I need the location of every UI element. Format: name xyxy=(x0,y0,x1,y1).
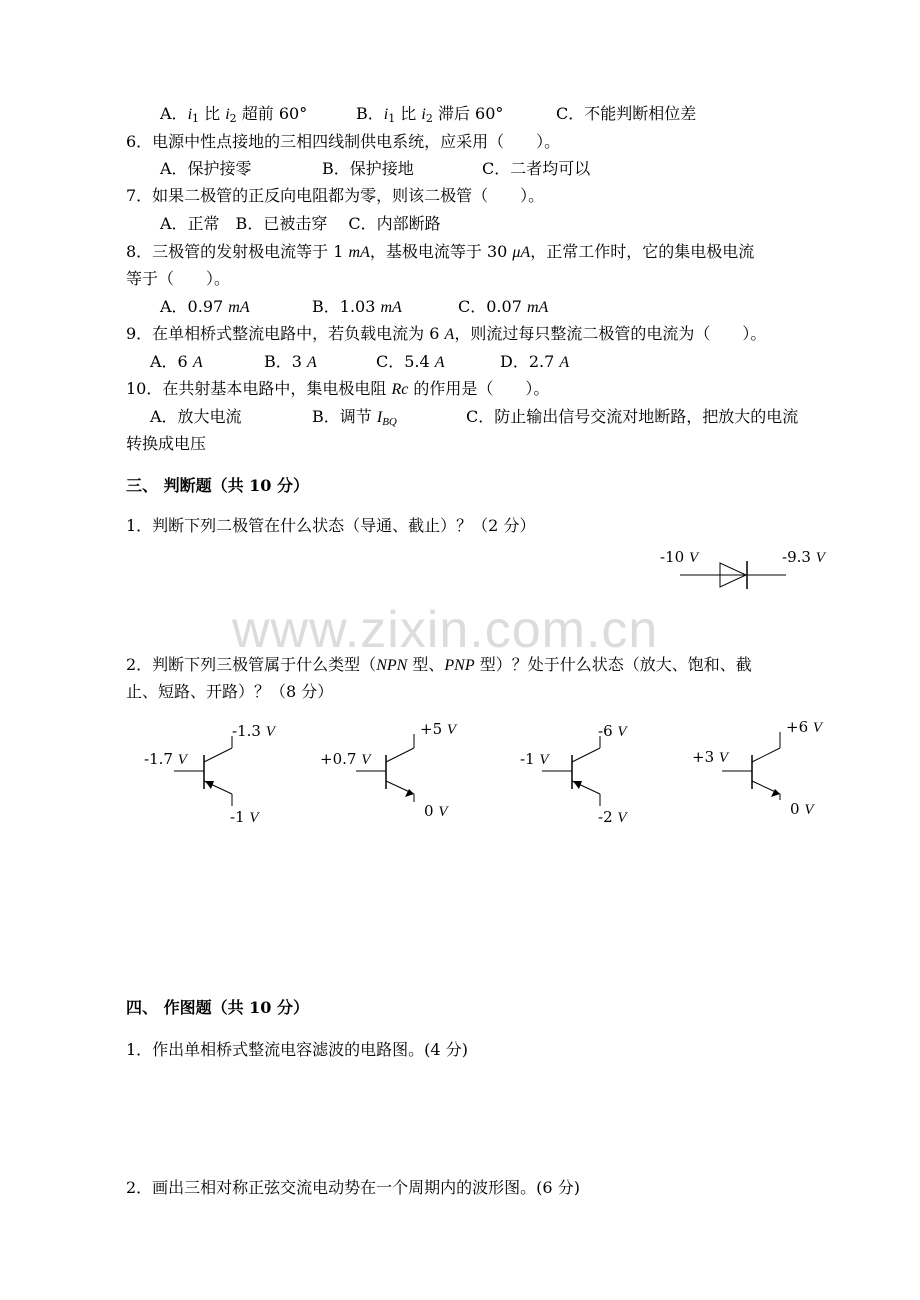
q7-options: A．正常 B．已被击穿 C．内部断路 xyxy=(160,214,441,233)
t2-collector-voltage: +5 V xyxy=(420,720,457,738)
q6-option-c: C．二者均可以 xyxy=(482,159,591,178)
section3-title: 三、 判断题（共 10 分） xyxy=(126,476,309,495)
s3-q2-line1: 2．判断下列三极管属于什么类型（NPN 型、PNP 型）？处于什么状态（放大、饱和、截 xyxy=(126,655,752,674)
t3-collector-voltage: -6 V xyxy=(598,722,627,740)
t1-base-voltage: -1.7 V xyxy=(144,750,187,768)
q6-option-b: B．保护接地 xyxy=(322,159,414,178)
s4-q2: 2．画出三相对称正弦交流电动势在一个周期内的波形图。(6 分) xyxy=(126,1178,580,1197)
q9-option-c: C．5.4 A xyxy=(376,352,445,371)
q8-option-a: A．0.97 mA xyxy=(160,297,250,316)
t2-emitter-voltage: 0 V xyxy=(424,802,448,820)
q9-option-a: A．6 A xyxy=(150,352,203,371)
t1-emitter-voltage: -1 V xyxy=(230,808,259,826)
t3-base-voltage: -1 V xyxy=(520,750,549,768)
q10-option-a: A．放大电流 xyxy=(150,407,242,426)
q8-option-c: C．0.07 mA xyxy=(458,297,549,316)
s3-q2-line2: 止、短路、开路）？（8 分） xyxy=(126,682,334,701)
q8-stem-line2: 等于（ ）。 xyxy=(126,269,231,288)
q10-option-c-cont: 转换成电压 xyxy=(126,434,207,453)
diode-right-voltage: -9.3 V xyxy=(782,548,825,566)
t4-base-voltage: +3 V xyxy=(692,748,729,766)
s3-q1: 1．判断下列二极管在什么状态（导通、截止）？（2 分） xyxy=(126,516,536,535)
section4-title: 四、 作图题（共 10 分） xyxy=(126,998,309,1017)
q10-option-c: C．防止输出信号交流对地断路，把放大的电流 xyxy=(466,407,799,426)
diode-left-voltage: -10 V xyxy=(660,548,699,566)
t2-base-voltage: +0.7 V xyxy=(320,750,371,768)
q7-stem: 7．如果二极管的正反向电阻都为零，则该二极管（ ）。 xyxy=(126,186,545,205)
q6-stem: 6．电源中性点接地的三相四线制供电系统，应采用（ ）。 xyxy=(126,132,561,151)
t4-collector-voltage: +6 V xyxy=(786,718,823,736)
q9-option-d: D．2.7 A xyxy=(500,352,570,371)
q5-option-c: C．不能判断相位差 xyxy=(556,104,697,123)
q10-stem: 10．在共射基本电路中，集电极电阻 Rc 的作用是（ ）。 xyxy=(126,379,550,398)
watermark: www.zixin.com.cn xyxy=(232,601,659,659)
q9-option-b: B．3 A xyxy=(264,352,317,371)
q5-option-b: B．$i_1$ 比 $i_2$ 滞后 60° xyxy=(356,104,504,125)
q9-stem: 9．在单相桥式整流电路中，若负载电流为 6 A，则流过每只整流二极管的电流为（ ）。 xyxy=(126,324,767,343)
t1-collector-voltage: -1.3 V xyxy=(232,722,275,740)
q8-stem-line1: 8．三极管的发射极电流等于 1 mA，基极电流等于 30 μA，正常工作时，它的集电极电流 xyxy=(126,242,755,261)
s4-q1: 1．作出单相桥式整流电容滤波的电路图。(4 分) xyxy=(126,1040,468,1059)
q6-option-a: A．保护接零 xyxy=(160,159,252,178)
t4-emitter-voltage: 0 V xyxy=(790,800,814,818)
t3-emitter-voltage: -2 V xyxy=(598,808,627,826)
q10-option-b: B．调节 $I_{BQ}$ xyxy=(312,407,397,428)
q8-option-b: B．1.03 mA xyxy=(312,297,402,316)
q5-option-a: A．$i_1$ 比 $i_2$ 超前 60° xyxy=(160,104,308,125)
